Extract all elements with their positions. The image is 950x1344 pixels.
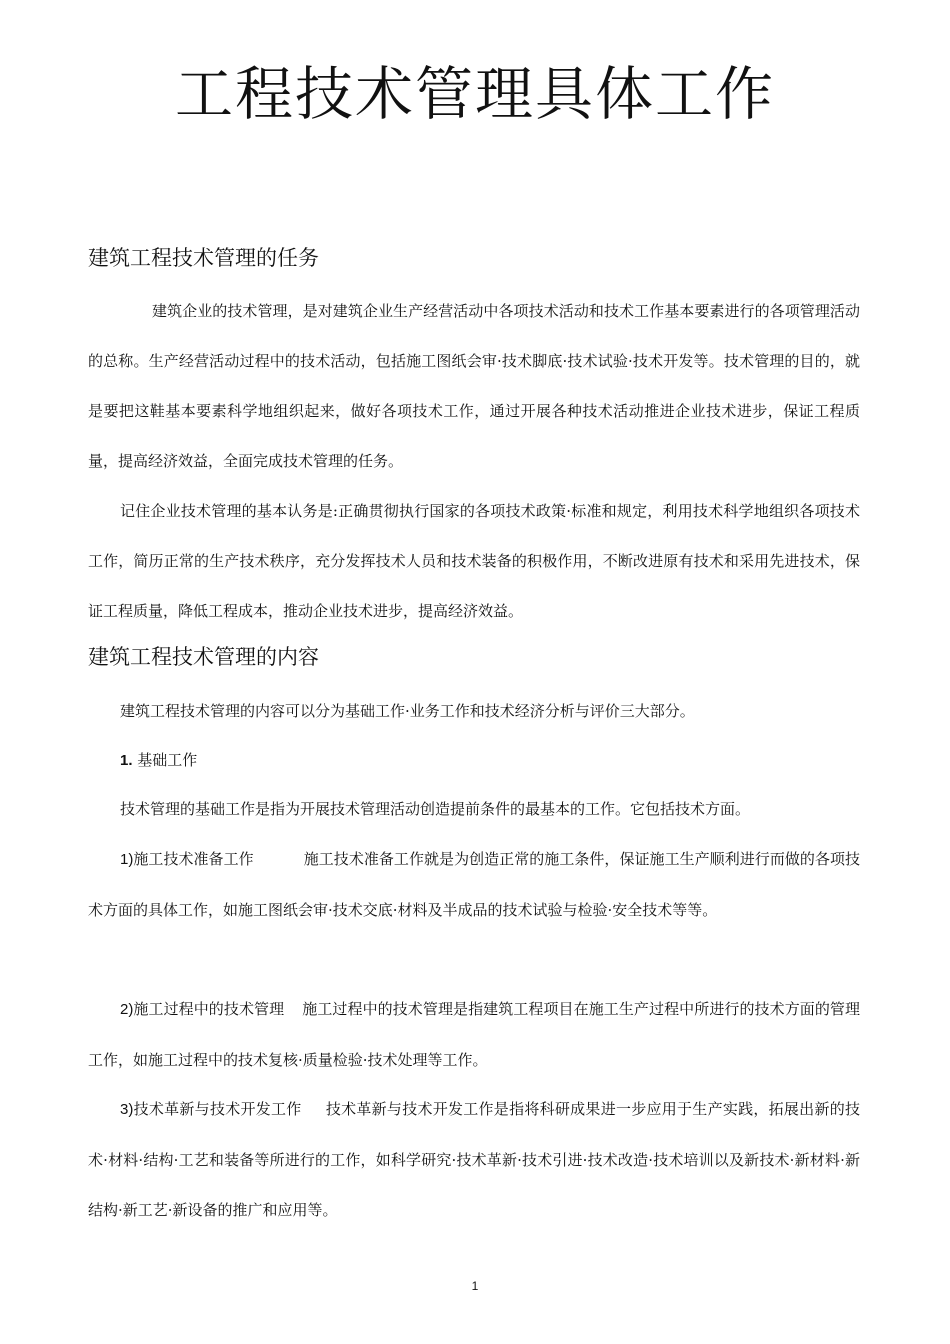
subheading-number: 1. bbox=[120, 752, 133, 769]
paragraph-tasks-basic: 记住企业技术管理的基本认务是:正确贯彻执行国家的各项技术政策·标准和规定，利用技术科学地组织各项技术工作，简历正常的生产技术秩序，充分发挥技术人员和技术装备的积极作用，不断改进原有技术和采用先进技术，保证工程质量，降低工程成本，推动企业技术进步，提高经济效益。 bbox=[88, 502, 860, 620]
section-heading-content: 建筑工程技术管理的内容 bbox=[88, 645, 319, 669]
list-item-label: 2)施工过程中的技术管理 bbox=[120, 1001, 285, 1018]
list-item-text: 施工技术准备工作就是为创造正常的施工条件，保证施工生产顺利进行而做的各项技术方面的具体工作，如施工图纸会审·技术交底·材料及半成品的技术试验与检验·安全技术等等。 bbox=[88, 850, 860, 919]
section-heading-tasks: 建筑工程技术管理的任务 bbox=[88, 246, 319, 270]
list-item-text: 施工过程中的技术管理是指建筑工程项目在施工生产过程中所进行的技术方面的管理工作，如施工过程中的技术复核·质量检验·技术处理等工作。 bbox=[88, 1000, 860, 1069]
paragraph-tasks-definition: 建筑企业的技术管理，是对建筑企业生产经营活动中各项技术活动和技术工作基本要素进行的各项管理活动的总称。生产经营活动过程中的技术活动，包括施工图纸会审·技术脚底·技术试验·技术开发等。技术管理的目的，就是要把这鞋基本要素科学地组织起来，做好各项技术工作，通过开展各种技术活动推进企业技术进步，保证工程质量，提高经济效益，全面完成技术管理的任务。 bbox=[88, 302, 860, 470]
page-title: 工程技术管理具体工作 bbox=[174, 60, 775, 128]
list-item-innovation bbox=[88, 1084, 860, 1235]
subheading-title: 基础工作 bbox=[137, 751, 198, 769]
list-item-text: 技术革新与技术开发工作是指将科研成果进一步应用于生产实践，拓展出新的技术·材料·结构·工艺和装备等所进行的工作，如科学研究·技术革新·技术引进·技术改造·技术培训以及新技术·新材料·新结构·新工艺·新设备的推广和应用等。 bbox=[88, 1100, 860, 1219]
paragraph-basic-work: 技术管理的基础工作是指为开展技术管理活动创造提前条件的最基本的工作。它包括技术方面。 bbox=[120, 800, 751, 818]
paragraph-content-intro: 建筑工程技术管理的内容可以分为基础工作·业务工作和技术经济分析与评价三大部分。 bbox=[120, 702, 695, 720]
list-item-technical-preparation bbox=[88, 834, 860, 935]
subheading-basic-work bbox=[120, 748, 197, 773]
list-item-label: 1)施工技术准备工作 bbox=[120, 851, 254, 868]
page-number: 1 bbox=[471, 1279, 479, 1293]
list-item-process-management bbox=[88, 984, 860, 1085]
list-item-label: 3)技术革新与技术开发工作 bbox=[120, 1101, 302, 1118]
